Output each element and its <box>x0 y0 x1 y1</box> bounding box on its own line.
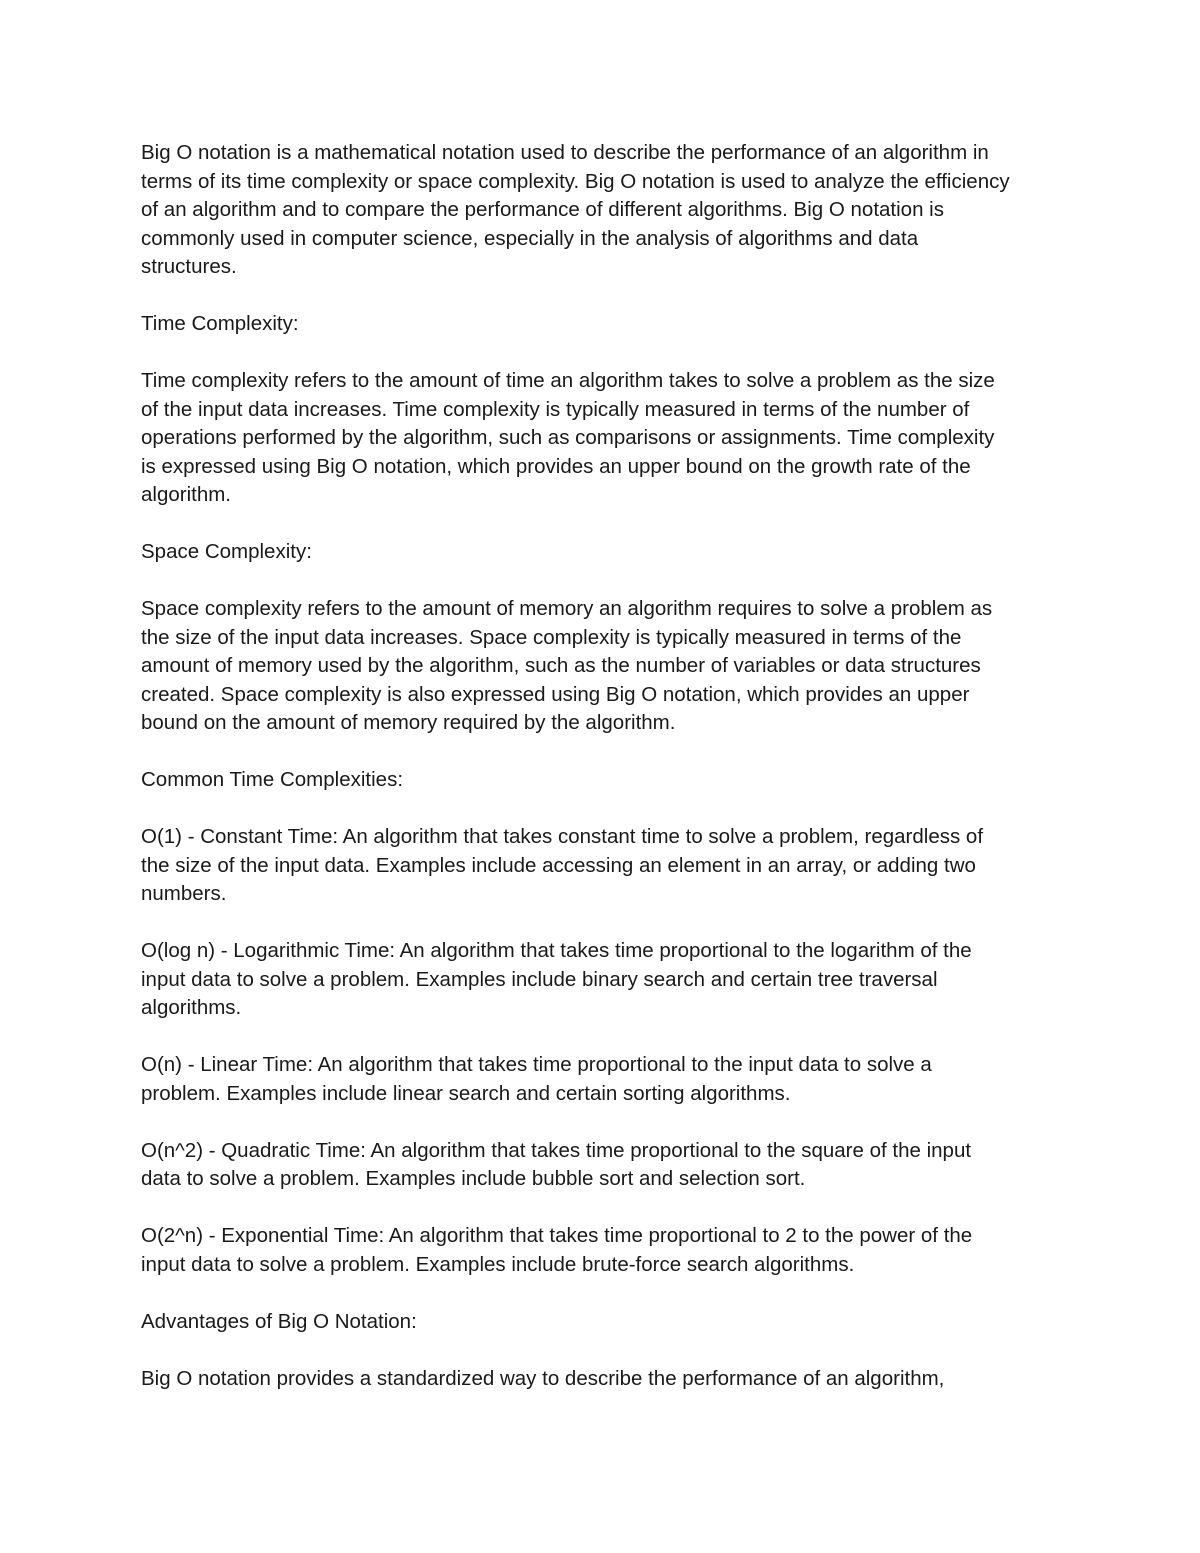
intro-paragraph: Big O notation is a mathematical notation used to describe the performance of an algorithm in terms of its time complexity or space complexity. Big O notation is used to analyze the efficiency of an algorithm and to compare the performance of different algorithms. Big O notation is commonly used in computer science, especially in the analysis of algorithms and data structures. <box>141 141 1010 278</box>
space-complexity-paragraph: Space complexity refers to the amount of memory an algorithm requires to solve a problem as the size of the input data increases. Space complexity is typically measured in terms of the amount of memory used by the algorithm, such as the number of variables or data structures created. Space complexity is also expressed using Big O notation, which provides an upper bound on the amount of memory required by the algorithm. <box>141 597 993 734</box>
constant-time-paragraph: O(1) - Constant Time: An algorithm that takes constant time to solve a problem, regardless of the size of the input data. Examples include accessing an element in an array, or adding two numbers. <box>141 825 984 905</box>
exponential-time-paragraph: O(2^n) - Exponential Time: An algorithm that takes time proportional to 2 to the power of the input data to solve a problem. Examples include brute-force search algorithms. <box>141 1224 973 1276</box>
heading-time-complexity: Time Complexity: <box>141 312 299 335</box>
heading-space-complexity: Space Complexity: <box>141 540 312 563</box>
heading-common-time-complexities: Common Time Complexities: <box>141 768 404 791</box>
time-complexity-paragraph: Time complexity refers to the amount of time an algorithm takes to solve a problem as the size of the input data increases. Time complexity is typically measured in terms of the number of operations performed by the algorithm, such as comparisons or assignments. Time complexity is expressed using Big O notation, which provides an upper bound on the growth rate of the algorithm. <box>141 369 995 506</box>
logarithmic-time-paragraph: O(log n) - Logarithmic Time: An algorithm that takes time proportional to the logarithm of the input data to solve a problem. Examples include binary search and certain tree traversal algorithms. <box>141 939 972 1019</box>
linear-time-paragraph: O(n) - Linear Time: An algorithm that takes time proportional to the input data to solve a problem. Examples include linear search and certain sorting algorithms. <box>141 1053 932 1105</box>
heading-advantages: Advantages of Big O Notation: <box>141 1309 417 1333</box>
advantages-paragraph: Big O notation provides a standardized way to describe the performance of an algorithm, <box>141 1366 945 1390</box>
quadratic-time-paragraph: O(n^2) - Quadratic Time: An algorithm that takes time proportional to the square of the input data to solve a problem. Examples include bubble sort and selection sort. <box>141 1138 972 1190</box>
document-body <box>141 139 1071 1422</box>
